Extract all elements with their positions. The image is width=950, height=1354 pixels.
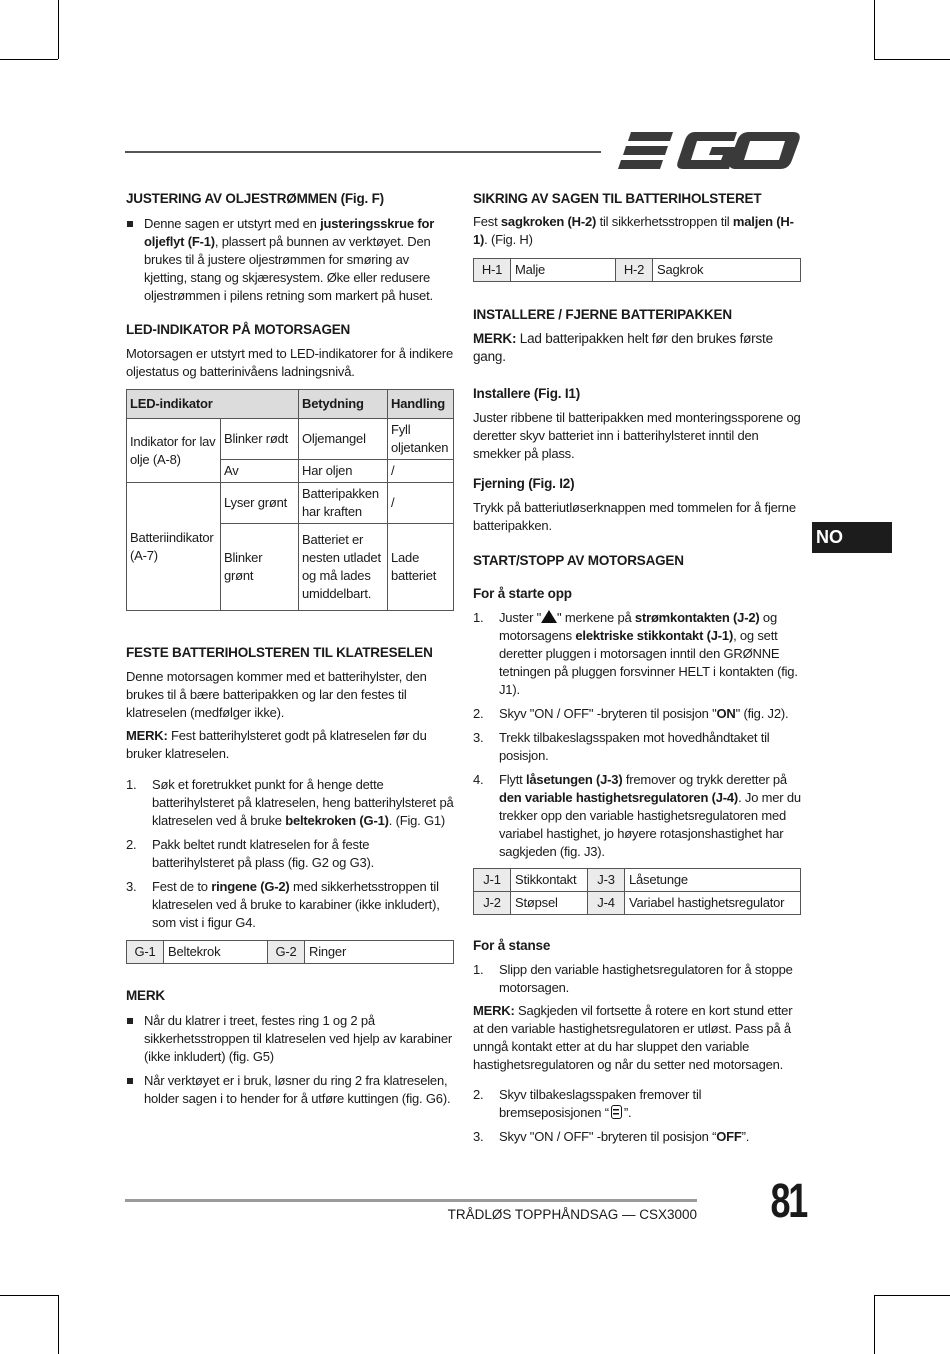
part-value: Stikkontakt	[511, 869, 588, 892]
step-number: 2.	[126, 837, 137, 852]
section-title-merk: MERK	[126, 988, 165, 1003]
crop-mark	[58, 0, 59, 59]
note-text: Fest batterihylsteret godt på klatreselen før du bruker klatreselen.	[126, 728, 427, 761]
led-cell: Fyll oljetanken	[388, 419, 454, 460]
bold-term: låsetungen (J-3)	[525, 772, 623, 787]
install-text: Juster ribbene til batteripakken med monteringssporene og deretter skyv batteriet inn i batterihylsteret inntil den smekker på plass.	[473, 410, 801, 461]
bullet-text: Når verktøyet er i bruk, løsner du ring 2 fra klatreselen, holder sagen i to hender for å utføre kuttingen (fig. G6).	[144, 1073, 451, 1106]
subsection-stop: For å stanse	[473, 938, 551, 953]
crop-mark	[58, 1295, 59, 1354]
language-tab: NO	[812, 522, 892, 553]
step-text: med sikkerhetsstroppen til klatreselen ved å bruke to karabiner (ikke inkludert), som vist i figur G4.	[152, 879, 440, 930]
step-text: " merkene på	[557, 610, 635, 625]
step-number: 3.	[473, 1129, 484, 1144]
part-value: Støpsel	[511, 892, 588, 915]
section-title-led: LED-INDIKATOR PÅ MOTORSAGEN	[126, 322, 351, 337]
step-item	[473, 961, 801, 997]
led-col-header: Handling	[388, 390, 454, 419]
step-item	[473, 705, 801, 723]
bold-term: ringene (G-2)	[211, 879, 290, 894]
step-number: 4.	[473, 772, 484, 787]
led-cell: Batteriindikator (A-7)	[127, 483, 221, 611]
led-cell: Lade batteriet	[388, 524, 454, 611]
part-key: J-4	[588, 892, 625, 915]
part-value: Variabel hastighetsregulator	[625, 892, 801, 915]
step-text: Juster "	[499, 610, 542, 625]
triangle-icon	[541, 610, 557, 623]
led-cell: Batteripakken har kraften	[299, 483, 388, 524]
led-col-header: Betydning	[299, 390, 388, 419]
led-cell: Lyser grønt	[221, 483, 299, 524]
bullet-square-icon	[127, 1018, 133, 1024]
section-title-oil-flow: JUSTERING AV OLJESTRØMMEN (Fig. F)	[126, 191, 384, 206]
note	[473, 1002, 801, 1074]
step-text: ”.	[623, 1105, 632, 1120]
step-number: 3.	[473, 730, 484, 745]
step-text: ”.	[741, 1129, 750, 1144]
note	[126, 727, 454, 763]
footer-rule	[125, 1199, 697, 1202]
part-key: J-3	[588, 869, 625, 892]
note-text: Lad batteripakken helt før den brukes første gang.	[473, 331, 773, 364]
step-number: 1.	[473, 962, 484, 977]
step-number: 1.	[126, 777, 137, 792]
led-cell: /	[388, 460, 454, 483]
text: Fest	[473, 214, 501, 229]
text: . (Fig. H)	[484, 232, 533, 247]
part-value: Låsetunge	[625, 869, 801, 892]
section-title-battery: INSTALLERE / FJERNE BATTERIPAKKEN	[473, 307, 732, 322]
step-item	[126, 836, 454, 872]
step-text: fremover og trykk deretter på	[622, 772, 787, 787]
step-number: 2.	[473, 1087, 484, 1102]
parts-table-g	[126, 940, 454, 964]
holster-intro: Denne motorsagen kommer med et batterihylster, den brukes til å bære batteripakken og lar den festes til klatreselen (medfølger ikke).	[126, 669, 427, 720]
crop-mark	[874, 1295, 875, 1354]
step-item	[473, 609, 801, 699]
bold-term: strømkontakten (J-2)	[634, 610, 760, 625]
left-column	[126, 190, 454, 1108]
bold-term: elektriske stikkontakt (J-1)	[575, 628, 734, 643]
crop-mark	[874, 1295, 950, 1296]
part-key: J-1	[474, 869, 511, 892]
right-column	[473, 190, 801, 1146]
parts-table-h	[473, 258, 801, 282]
step-text: Slipp den variable hastighetsregulatoren for å stoppe motorsagen.	[499, 962, 793, 995]
text: til sikkerhetsstroppen til	[596, 214, 733, 229]
bullet-text: , plassert på bunnen av verktøyet. Den brukes til å justere oljestrømmen for smøring av kjetting, stang og skjæresystem. Øke eller redusere oljestrømmen i pilens retning som markert på huset.	[144, 234, 433, 303]
bullet-square-icon	[127, 221, 133, 227]
crop-mark	[874, 0, 875, 59]
led-cell: Oljemangel	[299, 419, 388, 460]
section-title-securing: SIKRING AV SAGEN TIL BATTERIHOLSTERET	[473, 191, 762, 206]
note-label: MERK:	[126, 728, 168, 743]
step-item	[126, 878, 454, 932]
brake-icon	[611, 1105, 622, 1119]
step-text: og motorsagens	[499, 610, 777, 643]
led-cell: Indikator for lav olje (A-8)	[127, 419, 221, 483]
led-col-header: LED-indikator	[127, 390, 299, 419]
note-label: MERK:	[473, 1003, 515, 1018]
section-title-start-stop: START/STOPP AV MOTORSAGEN	[473, 553, 684, 568]
crop-mark	[874, 59, 950, 60]
crop-mark	[0, 1295, 58, 1296]
subsection-remove: Fjerning (Fig. I2)	[473, 476, 575, 491]
step-number: 2.	[473, 706, 484, 721]
subsection-start: For å starte opp	[473, 586, 572, 601]
note-label: MERK:	[473, 331, 517, 346]
bullet-text: Når du klatrer i treet, festes ring 1 og 2 på sikkerhetsstroppen til klatreselen ved hjelp av karabiner (ikke inkludert) (fig. G5)	[144, 1013, 452, 1064]
step-item	[126, 776, 454, 830]
part-value: Malje	[511, 259, 616, 282]
part-value: Ringer	[305, 941, 454, 964]
step-text: , og sett deretter pluggen i motorsagen inntil den GRØNNE tetningen på pluggen forsvinner HELT i kontakten (fig. J1).	[499, 628, 798, 697]
bold-term: ON	[716, 706, 736, 721]
bold-term: maljen (H-1)	[473, 214, 794, 247]
page-number: 81	[770, 1175, 806, 1228]
bold-term: sagkroken (H-2)	[500, 214, 597, 229]
bullet-item	[126, 215, 454, 305]
step-item	[473, 1128, 801, 1146]
remove-text: Trykk på batteriutløserknappen med tommelen for å fjerne batteripakken.	[473, 500, 796, 533]
bold-term: justeringsskrue for oljeflyt (F-1)	[144, 216, 435, 249]
led-cell: Blinker grønt	[221, 524, 299, 611]
step-text: Trekk tilbakeslagsspaken mot hovedhåndtaket til posisjon.	[499, 730, 770, 763]
bold-term: den variable hastighetsregulatoren (J-4)	[499, 790, 739, 805]
step-text: Fest de to	[152, 879, 212, 894]
footer-title: TRÅDLØS TOPPHÅNDSAG — CSX3000	[447, 1207, 697, 1222]
parts-table-j	[473, 868, 801, 915]
crop-mark	[0, 59, 58, 60]
step-text: Skyv tilbakeslagsspaken fremover til bremseposisjonen “	[499, 1087, 702, 1120]
step-number: 1.	[473, 610, 484, 625]
note	[473, 330, 801, 366]
part-key: H-2	[616, 259, 653, 282]
ego-logo	[617, 128, 801, 174]
bullet-item	[126, 1012, 454, 1066]
step-text: Flytt	[499, 772, 526, 787]
step-item	[473, 771, 801, 861]
step-item	[473, 729, 801, 765]
step-item	[473, 1086, 801, 1122]
led-cell: Har oljen	[299, 460, 388, 483]
section-title-holster: FESTE BATTERIHOLSTEREN TIL KLATRESELEN	[126, 645, 433, 660]
step-text: Skyv "ON / OFF" -bryteren til posisjon "	[499, 706, 717, 721]
step-text: Søk et foretrukket punkt for å henge dette batterihylsteret på klatreselen, heng batterihylsteret på klatreselen ved å bruke	[152, 777, 454, 828]
part-value: Beltekrok	[164, 941, 268, 964]
step-text: " (fig. J2).	[735, 706, 789, 721]
subsection-install: Installere (Fig. I1)	[473, 386, 581, 401]
bullet-square-icon	[127, 1078, 133, 1084]
note-text: Sagkjeden vil fortsette å rotere en kort stund etter at den variable hastighetsregulatoren er utløst. Pass på å unngå kontakt etter at du har sluppet den variable hastighetsregulatoren og når du setter ned motorsagen.	[473, 1003, 793, 1072]
led-table	[126, 389, 454, 611]
led-intro: Motorsagen er utstyrt med to LED-indikatorer for å indikere oljestatus og batterinivåens ladningsnivå.	[126, 346, 454, 379]
step-text: . Jo mer du trekker opp den variable hastighetsregulatoren med variabel hastighet, jo høyere rotasjonshastighet har sagkjeden (fig. J3).	[499, 790, 801, 859]
step-text: Skyv "ON / OFF" -bryteren til posisjon “	[499, 1129, 717, 1144]
led-cell: /	[388, 483, 454, 524]
led-cell: Av	[221, 460, 299, 483]
step-text: . (Fig. G1)	[388, 813, 446, 828]
part-value: Sagkrok	[653, 259, 801, 282]
bullet-text: Denne sagen er utstyrt med en	[144, 216, 321, 231]
step-number: 3.	[126, 879, 137, 894]
led-cell: Blinker rødt	[221, 419, 299, 460]
step-text: Pakk beltet rundt klatreselen for å feste batterihylsteret på plass (fig. G2 og G3).	[152, 837, 375, 870]
bullet-item	[126, 1072, 454, 1108]
bold-term: OFF	[716, 1129, 742, 1144]
securing-text	[473, 213, 801, 249]
led-cell: Batteriet er nesten utladet og må lades umiddelbart.	[299, 524, 388, 611]
bold-term: beltekroken (G-1)	[285, 813, 389, 828]
part-key: G-2	[268, 941, 305, 964]
part-key: G-1	[127, 941, 164, 964]
part-key: H-1	[474, 259, 511, 282]
part-key: J-2	[474, 892, 511, 915]
header-rule	[125, 151, 601, 153]
